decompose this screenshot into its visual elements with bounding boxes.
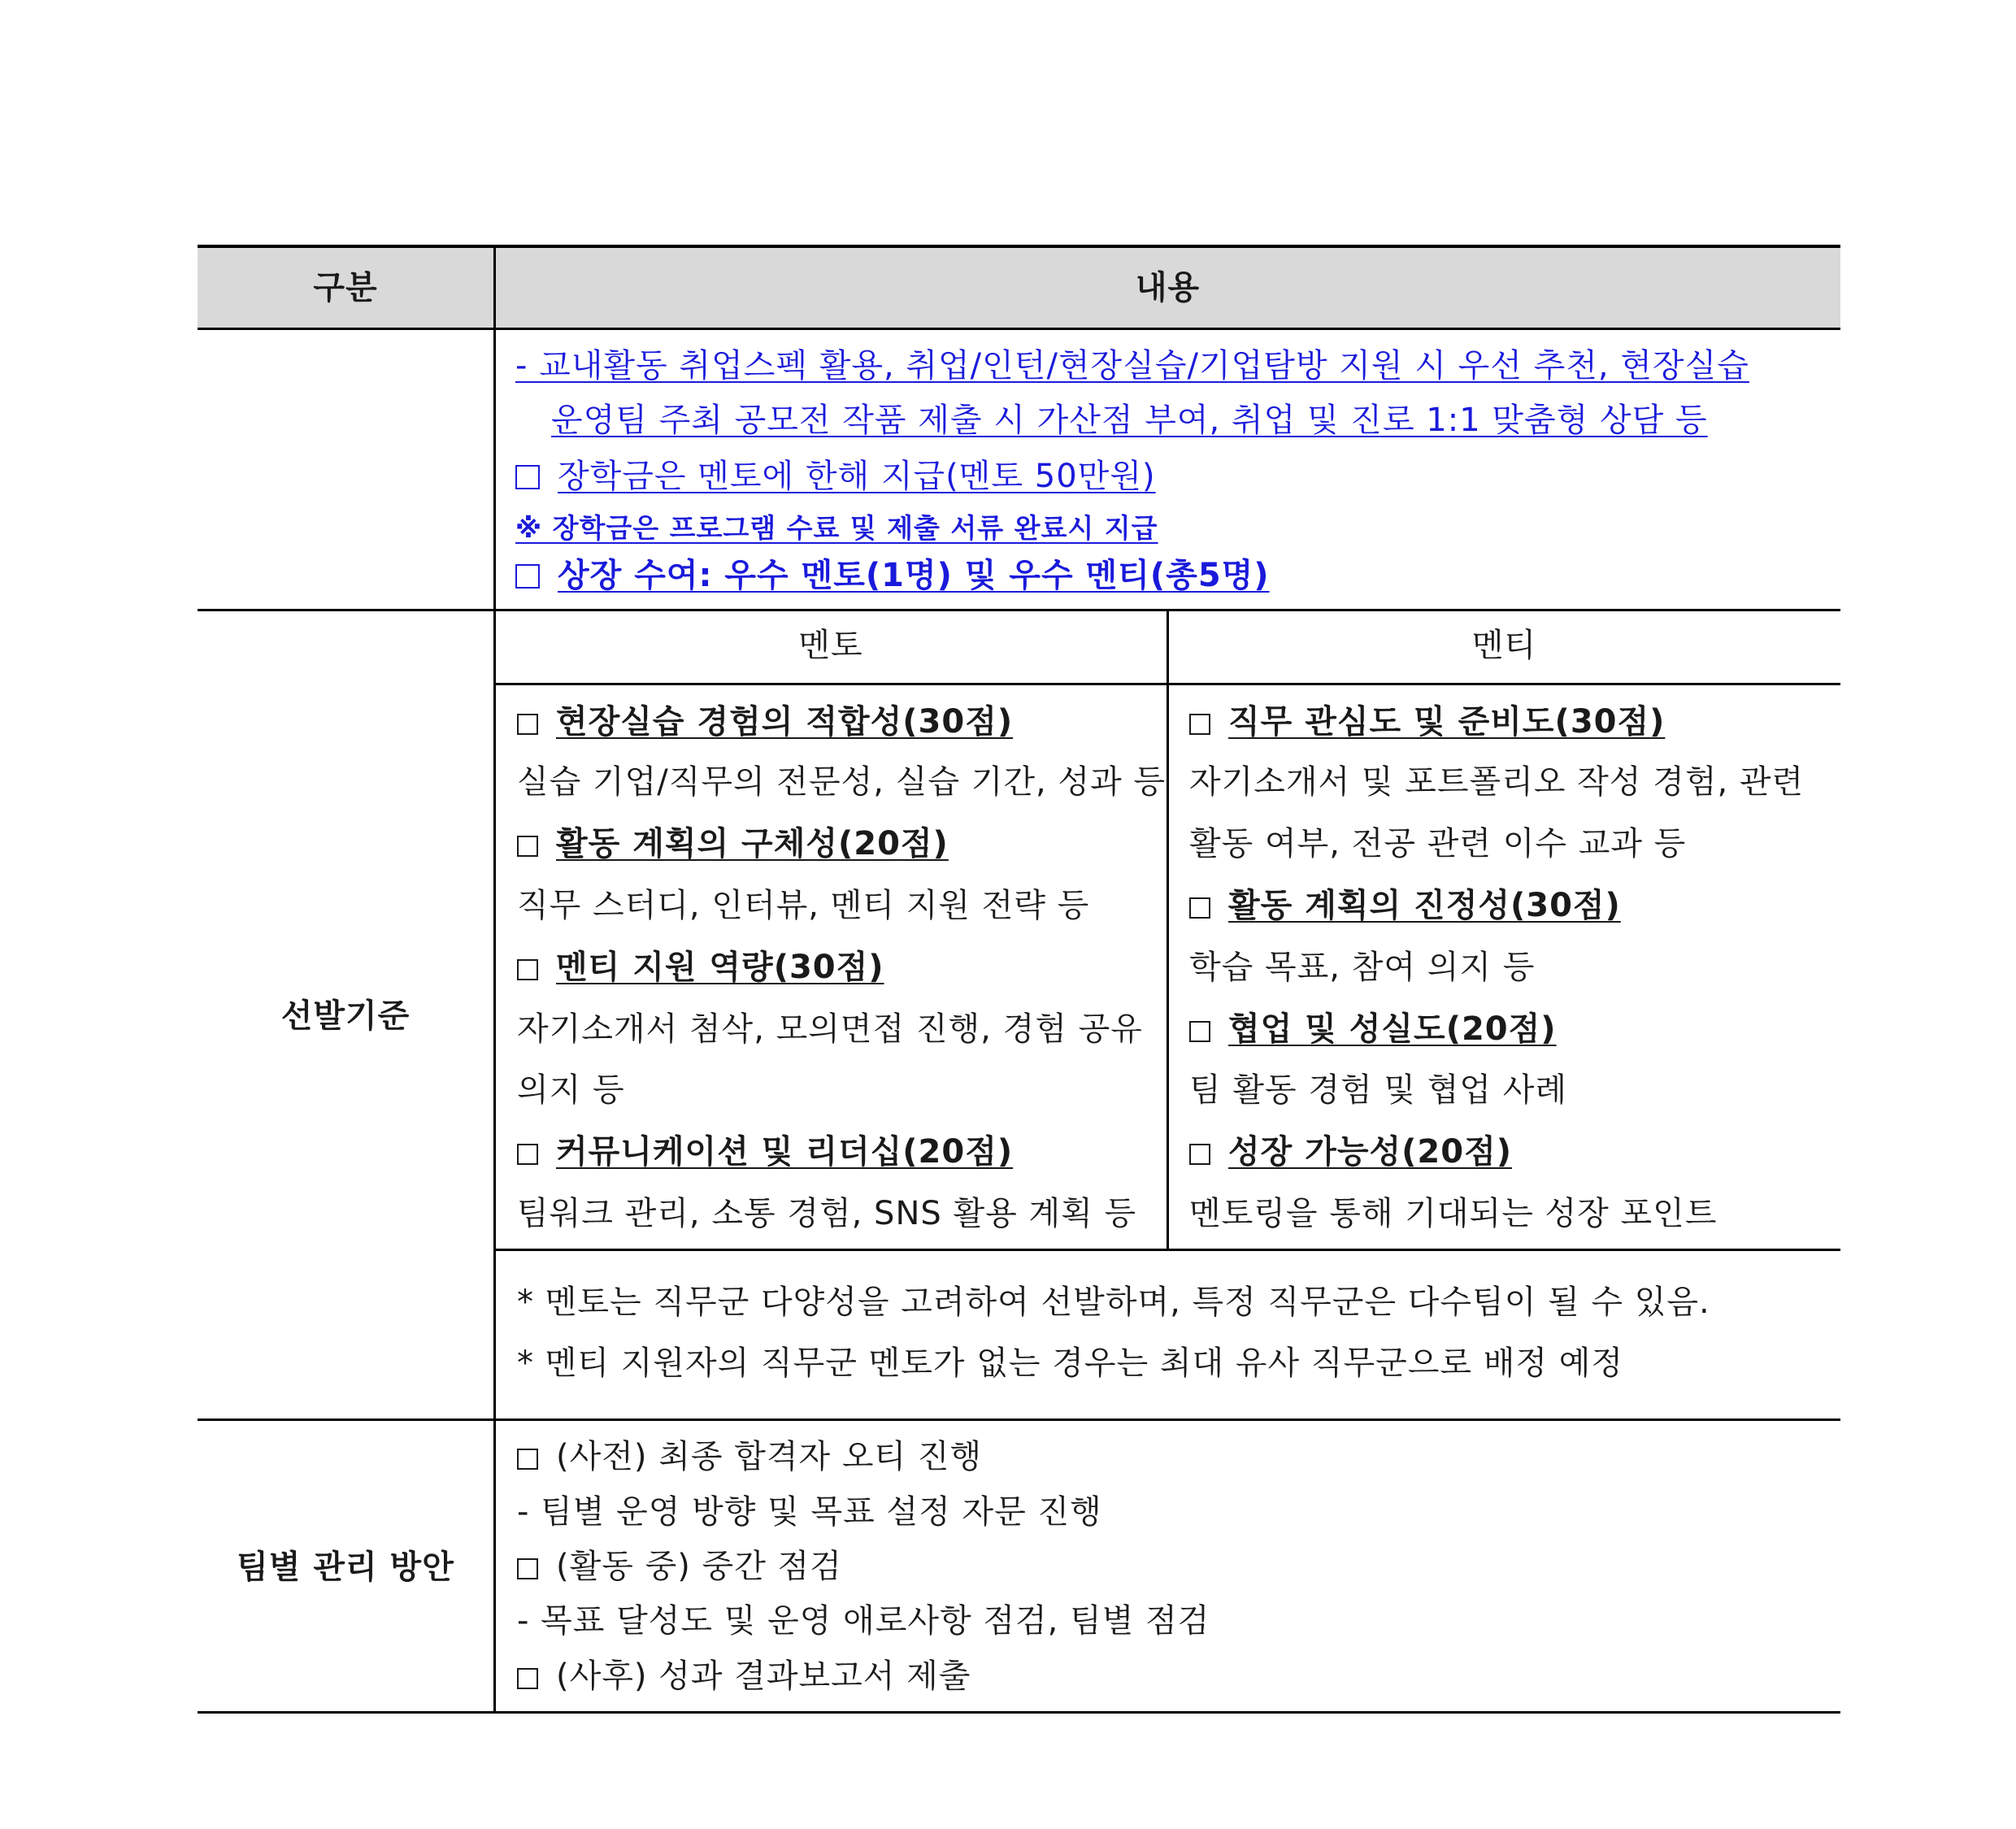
management-item-2: - 팀별 운영 방향 및 목표 설정 자문 진행: [517, 1493, 1102, 1531]
management-item-1: [517, 1440, 982, 1473]
scholarship-note: ※ 장학금은 프로그램 수료 및 제출 서류 완료시 지급: [515, 512, 1158, 544]
criterion-title-text: 직무 관심도 및 준비도(30점): [1228, 703, 1666, 741]
table-bottom-border: [198, 1711, 1840, 1714]
checkbox-icon: [515, 564, 540, 589]
mentor-criterion-2-title: [517, 825, 949, 862]
mentor-mentee-divider: [1167, 610, 1169, 1249]
checkbox-icon: [1189, 714, 1210, 735]
row-divider-selection: [198, 1418, 1840, 1421]
mentor-criterion-3-title: [517, 951, 884, 984]
table-top-border: [198, 245, 1840, 248]
checkbox-icon: [517, 836, 538, 857]
criterion-title-text: 성장 가능성(20점): [1228, 1133, 1512, 1171]
checkbox-icon: [1189, 1021, 1210, 1042]
criterion-title-text: 멘티 지원 역량(30점): [556, 949, 884, 986]
benefit-line-1: - 교내활동 취업스펙 활용, 취업/인턴/현장실습/기업탐방 지원 시 우선 추천, 현장실습: [515, 347, 1749, 384]
mentee-criterion-3-title: [1189, 1010, 1557, 1048]
row-label-management: 팀별 관리 방안: [237, 1549, 454, 1586]
mentee-criterion-4-title: [1189, 1133, 1512, 1171]
checkbox-icon: [517, 1558, 538, 1579]
row-divider-benefits: [198, 609, 1840, 611]
selection-note-1: * 멘토는 직무군 다양성을 고려하여 선발하며, 특정 직무군은 다수팀이 될 수 있음.: [517, 1284, 1710, 1321]
mentor-criterion-1-desc: 실습 기업/직무의 전문성, 실습 기간, 성과 등: [517, 763, 1167, 801]
criterion-title-text: 활동 계획의 진정성(30점): [1228, 887, 1621, 924]
scholarship-item: [515, 460, 1156, 493]
management-item-3: [517, 1550, 842, 1583]
management-item-text: (사후) 성과 결과보고서 제출: [556, 1657, 971, 1695]
benefit-line-2: 운영팀 주최 공모전 작품 제출 시 가산점 부여, 취업 및 진로 1:1 맞춤형 상담 등: [551, 402, 1708, 439]
criterion-title-text: 활동 계획의 구체성(20점): [556, 825, 949, 862]
award-item: [515, 559, 1270, 592]
mentee-criterion-1-desc-2: 활동 여부, 전공 관련 이수 교과 등: [1189, 825, 1687, 862]
award-text: 상장 수여: 우수 멘토(1명) 및 우수 멘티(총5명): [558, 557, 1270, 594]
column-divider: [493, 246, 496, 1713]
checkbox-icon: [517, 959, 538, 980]
mentor-criterion-4-title: [517, 1133, 1014, 1171]
criterion-title-text: 커뮤니케이션 및 리더십(20점): [556, 1133, 1014, 1171]
header-bottom-border: [198, 328, 1840, 330]
mentee-criterion-3-desc: 팀 활동 경험 및 협업 사례: [1189, 1071, 1567, 1109]
checkbox-icon: [515, 465, 540, 489]
checkbox-icon: [517, 714, 538, 735]
mentee-subheader: 멘티: [1471, 627, 1537, 664]
mentor-criterion-2-desc: 직무 스터디, 인터뷰, 멘티 지원 전략 등: [517, 887, 1090, 924]
mentor-subheader: 멘토: [798, 627, 863, 664]
mentee-criterion-2-desc: 학습 목표, 참여 의지 등: [1189, 949, 1536, 986]
management-item-text: (사전) 최종 합격자 오티 진행: [556, 1438, 983, 1475]
checkbox-icon: [517, 1668, 538, 1689]
mentor-criterion-3-desc-2: 의지 등: [517, 1071, 625, 1109]
selection-note-2: * 멘티 지원자의 직무군 멘토가 없는 경우는 최대 유사 직무군으로 배정 예정: [517, 1345, 1624, 1382]
checkbox-icon: [1189, 1144, 1210, 1165]
scholarship-text: 장학금은 멘토에 한해 지급(멘토 50만원): [558, 458, 1156, 495]
mentee-criterion-1-title: [1189, 703, 1666, 741]
mentor-criterion-3-desc-1: 자기소개서 첨삭, 모의면접 진행, 경험 공유: [517, 1010, 1143, 1048]
mentee-criterion-2-title: [1189, 889, 1621, 922]
mentor-criterion-1-title: [517, 703, 1014, 741]
checkbox-icon: [517, 1449, 538, 1470]
header-content: 내용: [1135, 269, 1201, 306]
mentee-criterion-1-desc-1: 자기소개서 및 포트폴리오 작성 경험, 관련: [1189, 763, 1805, 801]
management-item-5: [517, 1657, 971, 1695]
criterion-title-text: 협업 및 성실도(20점): [1228, 1010, 1557, 1048]
management-item-4: - 목표 달성도 및 운영 애로사항 점검, 팀별 점검: [517, 1602, 1210, 1640]
mentor-criterion-4-desc: 팀워크 관리, 소통 경험, SNS 활용 계획 등: [517, 1195, 1137, 1232]
checkbox-icon: [1189, 897, 1210, 919]
criterion-title-text: 현장실습 경험의 적합성(30점): [556, 703, 1014, 741]
header-category: 구분: [313, 269, 378, 306]
checkbox-icon: [517, 1144, 538, 1165]
management-item-text: (활동 중) 중간 점검: [556, 1548, 842, 1585]
mentee-criterion-4-desc: 멘토링을 통해 기대되는 성장 포인트: [1189, 1195, 1718, 1232]
row-label-selection: 선발기준: [280, 997, 411, 1035]
